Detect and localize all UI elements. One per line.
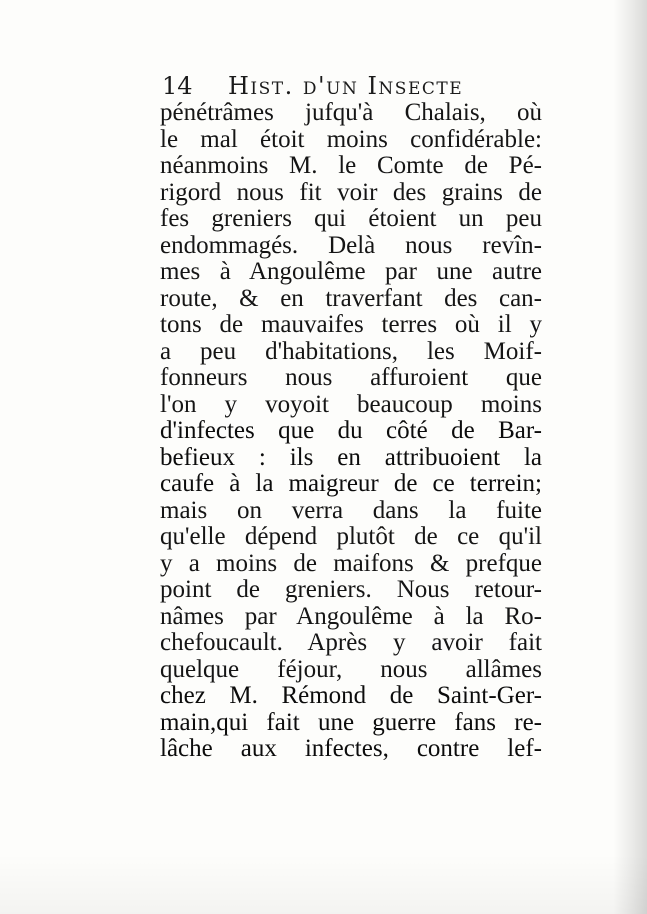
text-line: chefoucault. Après y avoir fait (160, 629, 542, 656)
text-line: qu'elle dépend plutôt de ce qu'il (160, 523, 542, 550)
text-line: tons de mauvaifes terres où il y (160, 311, 542, 338)
text-line: fes greniers qui étoient un peu (160, 205, 542, 232)
text-line: fonneurs nous affuroient que (160, 364, 542, 391)
text-line: befieux : ils en attribuoient la (160, 443, 542, 471)
text-line: a peu d'habitations, les Moif- (160, 337, 542, 365)
page-binding-shadow (613, 0, 647, 914)
text-line: l'on y voyoit beaucoup moins (160, 390, 542, 418)
text-line: main,qui fait une guerre fans re- (160, 708, 542, 736)
text-line: caufe à la maigreur de ce terrein; (160, 470, 542, 497)
text-line: le mal étoit moins confidérable: (160, 125, 542, 153)
text-line: mes à Angoulême par une autre (160, 258, 542, 285)
text-line: pénétrâmes jufqu'à Chalais, où (160, 99, 542, 126)
text-line: chez M. Rémond de Saint-Ger- (160, 682, 542, 709)
text-line: quelque féjour, nous allâmes (160, 655, 542, 683)
page-bottom-shadow (0, 854, 647, 914)
text-line: mais on verra dans la fuite (160, 496, 542, 524)
text-line: d'infectes que du côté de Bar- (160, 417, 542, 444)
running-head (162, 72, 562, 102)
body-text (160, 100, 542, 763)
page-number: 14 (162, 72, 193, 100)
text-line: rigord nous fit voir des grains de (160, 178, 542, 206)
text-line: y a moins de maifons & prefque (160, 549, 542, 577)
text-line: nâmes par Angoulême à la Ro- (160, 602, 542, 630)
text-line: néanmoins M. le Comte de Pé- (160, 152, 542, 179)
running-title: Hist. d'un Insecte (228, 72, 464, 100)
text-line: route, & en traverfant des can- (160, 284, 542, 312)
text-line: endommagés. Delà nous revîn- (160, 231, 542, 259)
text-line: point de greniers. Nous retour- (160, 576, 542, 603)
text-line: lâche aux infectes, contre lef- (160, 735, 542, 762)
